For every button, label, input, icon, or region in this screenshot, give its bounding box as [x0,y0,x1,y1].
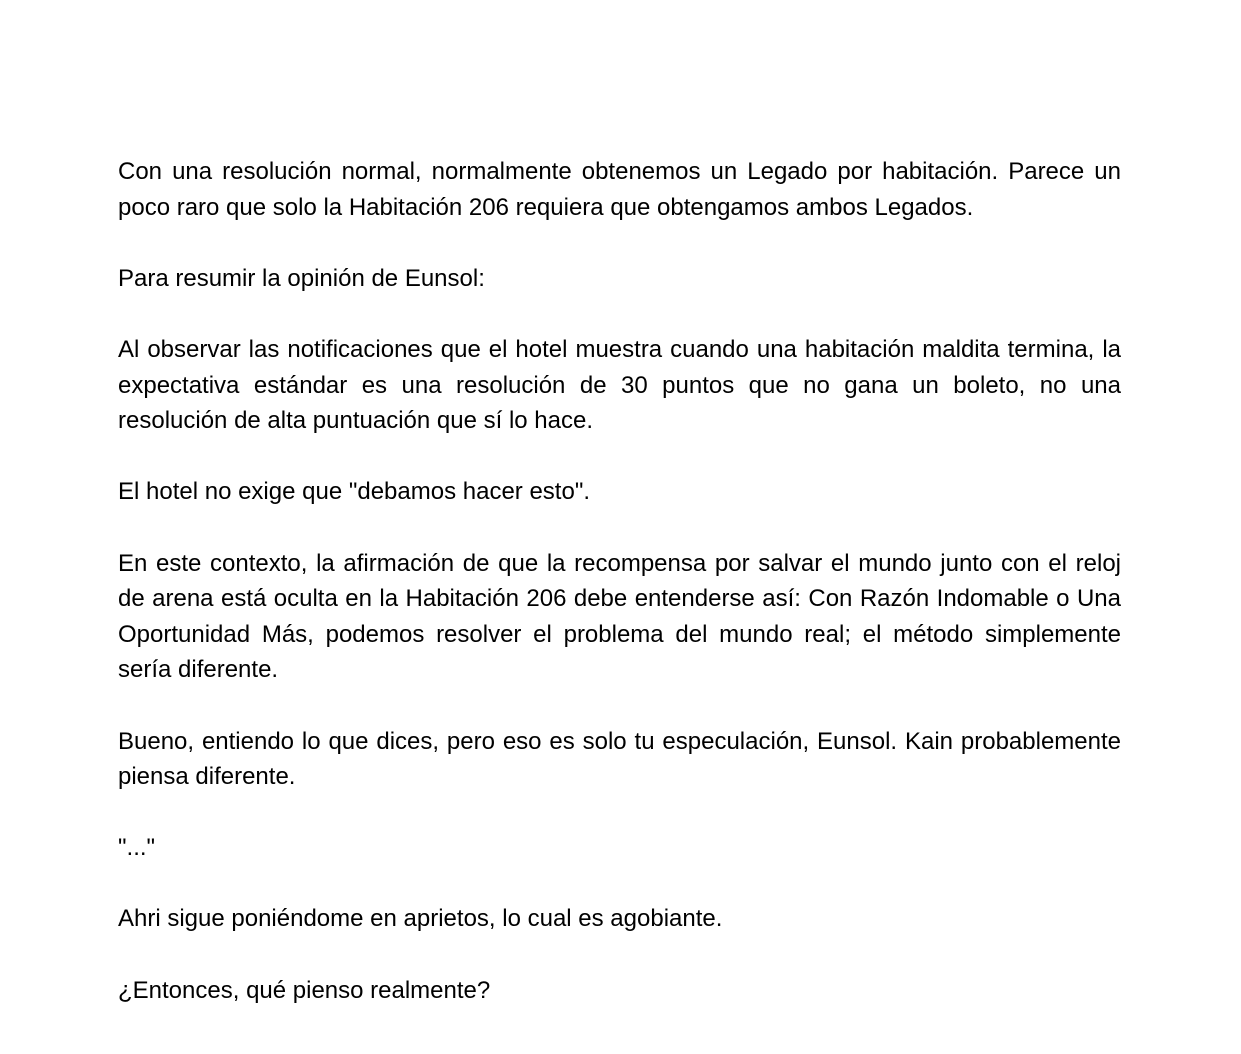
paragraph-1: Con una resolución normal, normalmente obtenemos un Legado por habitación. Parece un poco raro que solo la Habitación 206 requiera que obtengamos ambos Legados. [118,158,1121,221]
paragraph-8: Ahri sigue poniéndome en aprietos, lo cual es agobiante. [118,905,723,933]
document-page [118,154,1121,1008]
paragraph-4: El hotel no exige que "debamos hacer esto". [118,478,591,506]
paragraph-3: Al observar las notificaciones que el hotel muestra cuando una habitación maldita termina, la expectativa estándar es una resolución de 30 puntos que no gana un boleto, no una resolución de alta puntuación que sí lo hace. [118,335,1121,435]
paragraph-7: "..." [118,834,156,862]
paragraph-6: Bueno, entiendo lo que dices, pero eso es solo tu especulación, Eunsol. Kain probablemente piensa diferente. [118,727,1121,791]
paragraph-2: Para resumir la opinión de Eunsol: [118,264,485,292]
paragraph-5: En este contexto, la afirmación de que la recompensa por salvar el mundo junto con el reloj de arena está oculta en la Habitación 206 debe entenderse así: Con Razón Indomable o Una Oportunidad Más, podemos resolver el problema del mundo real; el método simplemente sería diferente. [118,549,1121,684]
paragraph-9: ¿Entonces, qué pienso realmente? [118,976,491,1004]
